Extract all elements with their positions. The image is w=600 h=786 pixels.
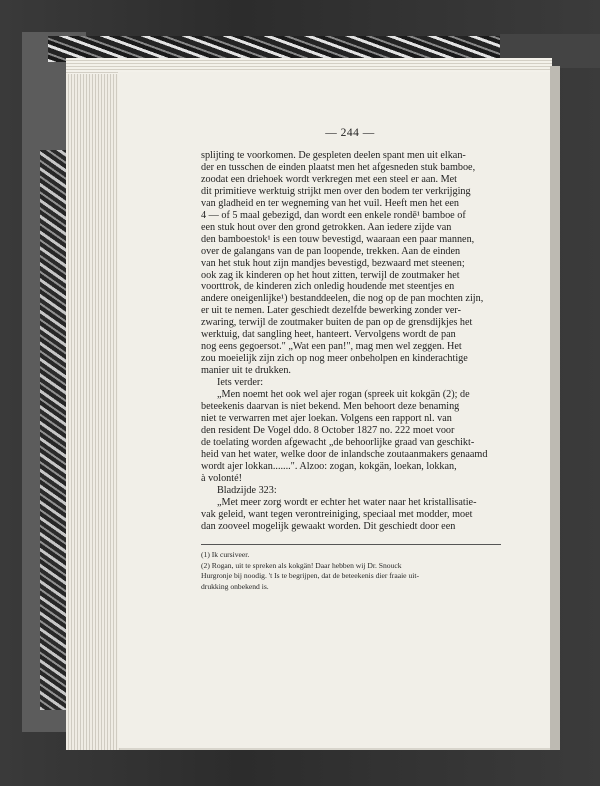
text-line: nog eens gegoersot." „Wat een pan!", mag men wel zeggen. Het [201, 341, 462, 353]
footnotes [201, 550, 501, 592]
text-line: heid van het water, welke door de inlandsche zoutaanmakers genaamd [201, 448, 488, 460]
text-line: „Met meer zorg wordt er echter het water naar het kristallisatie- [217, 496, 477, 508]
footnote-line: (1) Ik cursiveer. [201, 550, 250, 559]
text-line: 4 — of 5 maal gebezigd, dan wordt een enkele rondē¹ bamboe of [201, 209, 466, 221]
text-line: Iets verder: [217, 377, 264, 389]
footnote-line: drukking onbekend is. [201, 581, 269, 591]
text-line: manier uit te drukken. [201, 365, 291, 377]
text-line: van gladheid en ter wegneming van het vuil. Heeft men het een [201, 197, 459, 209]
text-line: zwaring, terwijl de zoutmaker buiten de pan op de grensdijkjes het [201, 317, 473, 329]
page-number: — 244 — [325, 127, 375, 139]
marbled-cover-edge [40, 150, 68, 710]
text-line: andere oneigenlijke¹) bestanddeelen, die nog op de pan mochten zijn, [201, 293, 484, 305]
text-line: de toelating worden afgewacht „de behoorlijke graad van geschikt- [201, 436, 475, 448]
text-line: zoodat een driehoek wordt verkregen met een steel er aan. Met [201, 173, 457, 185]
text-line: een stuk hout over den grond getrokken. Aan iedere zijde van [201, 221, 452, 233]
footnote-line: (2) Rogan, uit te spreken als kokgän! Daar hebben wij Dr. Snouck [201, 560, 402, 570]
text-line: Bladzijde 323: [217, 484, 277, 496]
text-line: den bamboestok¹ is een touw bevestigd, waaraan een paar mannen, [201, 233, 475, 245]
text-line: over de galangans van de pan loopende, trekken. Aan de einden [201, 245, 461, 257]
text-line: voorttrok, de kinderen zich onledig houdende met steentjes en [201, 281, 455, 293]
text-line: zou moeielijk zijn zich op nog meer onbeholpen en kinderachtige [201, 353, 468, 365]
text-line: splijting te voorkomen. De gespleten deelen spant men uit elkan- [201, 150, 466, 161]
text-line: er uit te nemen. Later geschiedt dezelfde bewerking zonder ver- [201, 305, 462, 317]
text-line: „Men noemt het ook wel ajer rogan (spreek uit kokgän (2); de [217, 389, 470, 401]
text-line: beteekenis daarvan is niet bekend. Men behoort deze benaming [201, 401, 460, 413]
text-line: werktuig, dat sangling heet, hanteert. Vervolgens wordt de pan [201, 329, 456, 341]
text-line: dan zooveel mogelijk gewaakt worden. Dit geschiedt door een [201, 520, 456, 532]
text-line: à volonté! [201, 472, 243, 484]
text-line: wordt ajer lokkan.......". Alzoo: zogan, kokgän, loekan, lokkan, [201, 460, 457, 472]
page-edges-left [66, 58, 120, 750]
text-line: der en tusschen de einden plaatst men het afgesneden stuk bamboe, [201, 161, 476, 173]
text-line: ook zag ik kinderen op het hout zitten, terwijl de zoutmaker het [201, 269, 460, 281]
text-line: van het stuk hout zijn mandjes bevestigd, bezwaard met steenen; [201, 257, 465, 269]
text-line: vak geleid, want tegen verontreiniging, speciaal met modder, moet [201, 508, 473, 520]
footnote-rule [201, 544, 501, 545]
text-line: dit primitieve werktuig strijkt men over den bodem ter verkrijging [201, 185, 471, 197]
text-line: den resident De Vogel ddo. 8 October 1827 no. 222 moet voor [201, 424, 455, 436]
page-edge-right [550, 66, 560, 750]
body-text [201, 150, 501, 533]
text-line: niet te verwarren met ajer loekan. Volgens een rapport nl. van [201, 412, 452, 424]
footnote-line: Hurgronje bij noodig. 't Is te begrijpen, dat de beteekenis dier fraaie uit- [201, 571, 420, 581]
